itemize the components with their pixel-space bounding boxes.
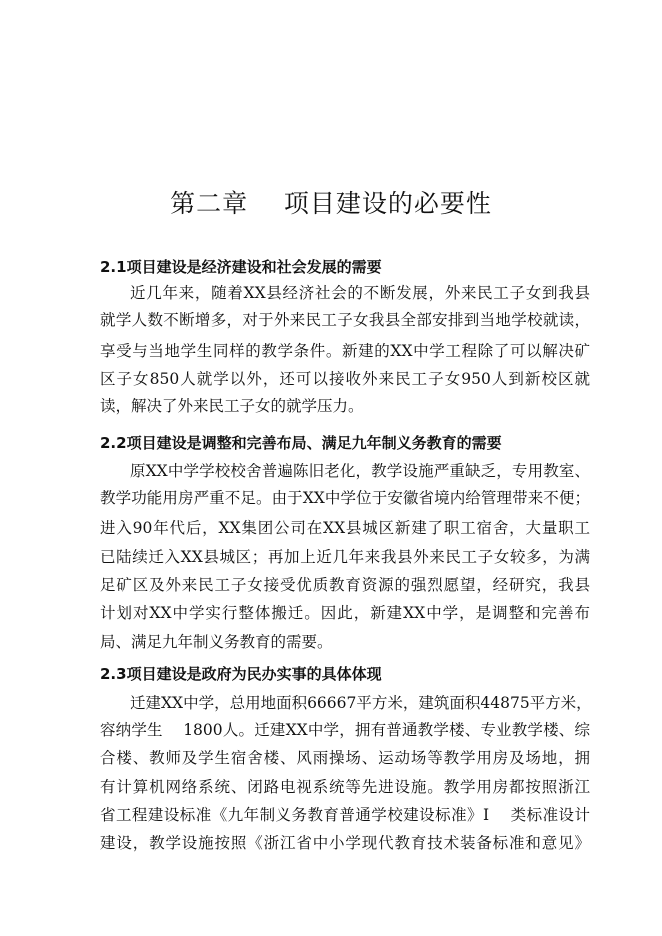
chapter-title: 第二章 项目建设的必要性 xyxy=(170,189,492,218)
paragraph-line: 就学人数不断增多，对于外来民工子女我县全部安排到当地学校就读， xyxy=(100,311,590,329)
paragraph-line: 有计算机网络系统、闭路电视系统等先进设施。教学用房都按照浙江 xyxy=(100,778,590,796)
paragraph-line: 省工程建设标准《九年制义务教育普通学校建设标准》I 类标准设计 xyxy=(100,806,590,824)
paragraph-line: 合楼、教师及学生宿舍楼、风雨操场、运动场等教学用房及场地，拥 xyxy=(100,749,590,767)
paragraph-line: 近几年来，随着XX县经济社会的不断发展，外来民工子女到我县 xyxy=(130,284,590,302)
paragraph-line: 迁建XX中学，总用地面积66667平方米，建筑面积44875平方米， xyxy=(130,694,592,712)
paragraph-line: 原XX中学学校校舍普遍陈旧老化，教学设施严重缺乏，专用教室、 xyxy=(130,462,590,480)
paragraph-line: 教学功能用房严重不足。由于XX中学位于安徽省境内给管理带来不便； xyxy=(100,489,590,507)
paragraph-line: 区子女850人就学以外，还可以接收外来民工子女950人到新校区就 xyxy=(100,370,590,388)
paragraph-line: 容纳学生 1800人。迁建XX中学，拥有普通教学楼、专业教学楼、综 xyxy=(100,721,590,739)
paragraph-line: 读，解决了外来民工子女的就学压力。 xyxy=(100,397,364,415)
paragraph-line: 局、满足九年制义务教育的需要。 xyxy=(100,633,333,651)
paragraph-line: 享受与当地学生同样的教学条件。新建的XX中学工程除了可以解决矿 xyxy=(100,342,590,360)
paragraph-line: 建设，教学设施按照《浙江省中小学现代教育技术装备标准和意见》 xyxy=(100,834,590,852)
section-heading-2-2: 2.2项目建设是调整和完善布局、满足九年制义务教育的需要 xyxy=(100,434,502,452)
paragraph-line: 计划对XX中学实行整体搬迁。因此，新建XX中学，是调整和完善布 xyxy=(100,604,590,622)
section-heading-2-1: 2.1项目建设是经济建设和社会发展的需要 xyxy=(100,258,382,276)
section-heading-2-3: 2.3项目建设是政府为民办实事的具体体现 xyxy=(100,665,382,683)
paragraph-line: 进入90年代后，XX集团公司在XX县城区新建了职工宿舍，大量职工 xyxy=(100,519,590,537)
paragraph-line: 已陆续迁入XX县城区；再加上近几年来我县外来民工子女较多，为满 xyxy=(100,548,590,566)
paragraph-line: 足矿区及外来民工子女接受优质教育资源的强烈愿望，经研究，我县 xyxy=(100,576,590,594)
